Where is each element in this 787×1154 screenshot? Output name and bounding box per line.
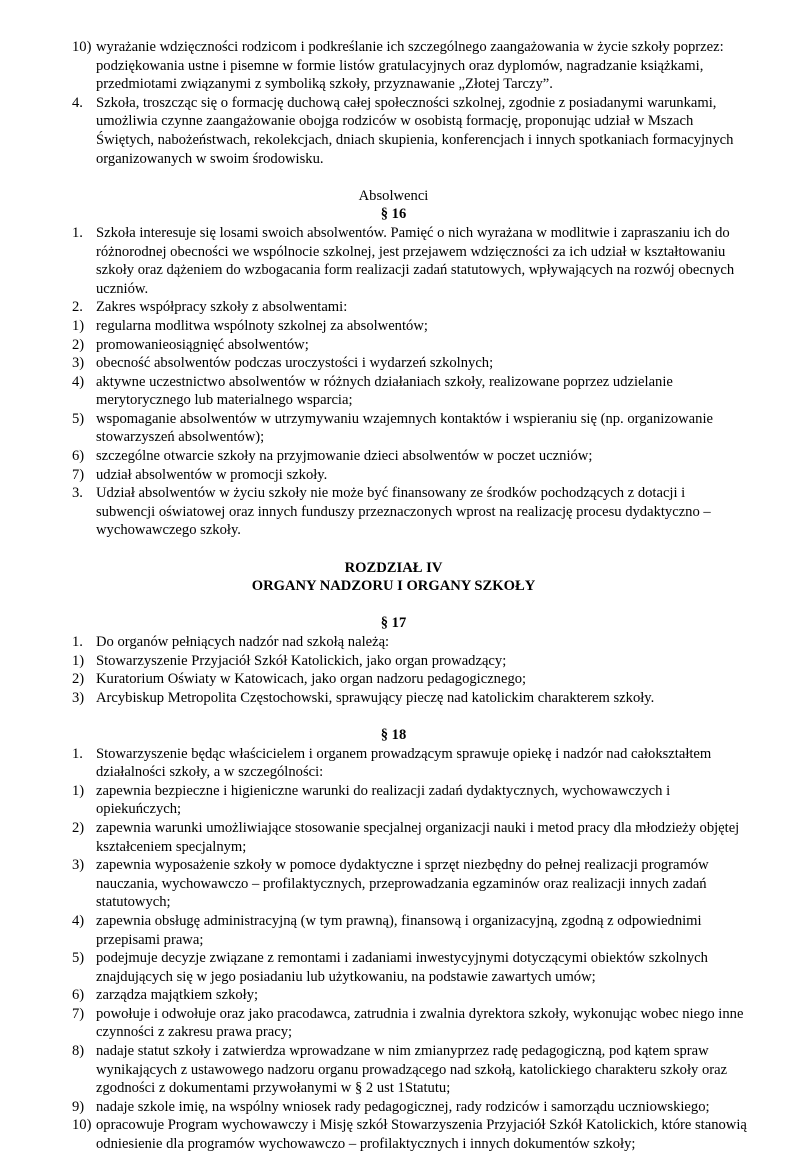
chapter-subtitle: ORGANY NADZORU I ORGANY SZKOŁY	[251, 578, 536, 595]
item-number: 6)	[72, 987, 85, 1004]
item-text: Stowarzyszenie będąc właścicielem i organem prowadzącym sprawuje opiekę i nadzór nad całokształtem działalności szkoły, a w szczególności:	[96, 745, 712, 781]
item-text: Arcybiskup Metropolita Częstochowski, sprawujący pieczę nad katolickim charakterem szkoły.	[96, 689, 655, 706]
item-number: 1)	[72, 317, 85, 334]
list-item	[72, 410, 747, 447]
item-text: podejmuje decyzje związane z remontami i zadaniami inwestycyjnymi dotyczącymi obiektów szkolnych znajdujących się w jego posiadaniu lub użytkowaniu, na podstawie zawartych umów;	[96, 950, 708, 985]
spacer	[72, 540, 747, 559]
item-text: promowanieosiągnięć absolwentów;	[96, 336, 309, 353]
item-number: 8)	[72, 1043, 85, 1060]
list-item	[72, 373, 747, 410]
section-heading-absolwenci: Absolwenci	[358, 187, 429, 204]
paragraph-16-heading: § 16	[380, 206, 407, 223]
list-item	[72, 1005, 747, 1042]
list-item	[72, 652, 747, 671]
spacer	[72, 168, 747, 187]
chapter-title: ROZDZIAŁ IV	[344, 559, 443, 576]
item-text: Szkoła interesuje się losami swoich absolwentów. Pamięć o nich wyrażana w modlitwie i zapraszaniu ich do różnorodnej obecności we wspólnocie szkolnej, jest przejawem wdzięczności za ich udział w kształtowaniu szkoły oraz dążeniem do wzbogacania form realizacji zadań statutowych, wpływających na rozwój obecnych uczniów.	[96, 224, 735, 297]
list-item	[72, 986, 747, 1005]
item-text: Stowarzyszenie Przyjaciół Szkół Katolickich, jako organ prowadzący;	[96, 652, 507, 669]
list-item	[72, 447, 747, 466]
list-item	[72, 1042, 747, 1098]
item-number: 2)	[72, 819, 85, 836]
list-item	[72, 354, 747, 373]
item-text: zarządza majątkiem szkoły;	[96, 987, 259, 1004]
spacer	[72, 596, 747, 615]
s17-list	[72, 633, 747, 707]
item-text: nadaje statut szkoły i zatwierdza wprowadzane w nim zmianyprzez radę pedagogiczną, pod kątem spraw wynikających z ustawowego nadzoru organu prowadzącego nad szkołą, katolickiego charakteru szkoły oraz zgodności z dokumentami przywołanymi w § 2 ust 1Statutu;	[96, 1043, 728, 1097]
item-text: obecność absolwentów podczas uroczystości i wydarzeń szkolnych;	[96, 355, 494, 372]
list-item	[72, 1116, 747, 1153]
item-number: 3)	[72, 355, 85, 372]
list-item	[72, 856, 747, 912]
item-number: 1)	[72, 652, 85, 669]
list-item	[72, 336, 747, 355]
list-item	[72, 633, 747, 652]
item-text: wspomaganie absolwentów w utrzymywaniu wzajemnych kontaktów i wspieraniu się (np. organizowanie stowarzyszeń absolwentów);	[96, 410, 713, 446]
item-number: 3.	[72, 485, 83, 502]
list-item	[72, 782, 747, 819]
item-number: 6)	[72, 448, 85, 465]
list-item	[72, 689, 747, 708]
item-number: 2)	[72, 336, 85, 353]
item-number: 3)	[72, 689, 85, 706]
list-item	[72, 745, 747, 782]
item-text: Kuratorium Oświaty w Katowicach, jako organ nadzoru pedagogicznego;	[96, 671, 527, 688]
item-number: 1)	[72, 782, 85, 799]
item-number: 7)	[72, 466, 85, 483]
spacer	[72, 707, 747, 726]
list-item	[72, 949, 747, 986]
item-text: zapewnia warunki umożliwiające stosowanie specjalnej organizacji nauki i metod pracy dla młodzieży objętej kształceniem specjalnym;	[96, 819, 740, 855]
item-number: 4.	[72, 94, 83, 111]
item-text: Do organów pełniących nadzór nad szkołą należą:	[96, 634, 390, 650]
item-number: 9)	[72, 1098, 85, 1115]
list-item	[72, 317, 747, 336]
item-number: 3)	[72, 857, 85, 874]
item-number: 5)	[72, 410, 85, 427]
list-item	[72, 298, 747, 317]
item-text: aktywne uczestnictwo absolwentów w różnych działaniach szkoły, realizowane poprzez udzielanie merytorycznego lub materialnego wsparcia;	[96, 373, 673, 409]
item-text: Szkoła, troszcząc się o formację duchową całej społeczności szkolnej, zgodnie z posiadanymi warunkami, umożliwia czynne zaangażowanie obojga rodziców w osobistą formację, proponując udział w Mszach Świętych, nabożeństwach, rekolekcjach, dniach skupienia, konferencjach i innych spotkaniach formacyjnych organizowanych w swoim środowisku.	[96, 94, 734, 167]
item-number: 5)	[72, 950, 85, 967]
item-number: 1.	[72, 745, 83, 762]
item-number: 7)	[72, 1005, 85, 1022]
item-text: udział absolwentów w promocji szkoły.	[96, 466, 328, 483]
item-text: zapewnia wyposażenie szkoły w pomoce dydaktyczne i sprzęt niezbędny do pełnej realizacji programów nauczania, wychowawczo – profilaktycznych, przeprowadzania egzaminów oraz realizacji innych zadań statutowych;	[96, 857, 709, 911]
list-item	[72, 94, 747, 168]
item-number: 1.	[72, 634, 83, 650]
item-text: szczególne otwarcie szkoły na przyjmowanie dzieci absolwentów w poczet uczniów;	[96, 448, 593, 465]
item-number: 4)	[72, 373, 85, 390]
item-text: zapewnia obsługę administracyjną (w tym prawną), finansową i organizacyjną, zgodną z odpowiednimi przepisami prawa;	[96, 912, 702, 948]
item-text: regularna modlitwa wspólnoty szkolnej za absolwentów;	[96, 317, 428, 334]
item-number: 1.	[72, 224, 83, 241]
item-text: zapewnia bezpieczne i higieniczne warunki do realizacji zadań dydaktycznych, wychowawczych i opiekuńczych;	[96, 782, 671, 818]
item-text: wyrażanie wdzięczności rodzicom i podkreślanie ich szczególnego zaangażowania w życie szkoły poprzez: podziękowania ustne i pisemne w formie listów gratulacyjnych oraz dyplomów, nagradzanie książkami, przedmiotami związanymi z symboliką szkoły, przyznawanie „Złotej Tarczy”.	[96, 39, 724, 93]
item-number: 4)	[72, 912, 85, 929]
top-list	[72, 38, 747, 168]
item-text: Udział absolwentów w życiu szkoły nie może być finansowany ze środków pochodzących z dotacji i subwencji oświatowej oraz innych funduszy przeznaczonych wprost na realizację procesu dydaktyczno – wychowawczego szkoły.	[96, 485, 711, 539]
list-item	[72, 224, 747, 298]
item-text: opracowuje Program wychowawczy i Misję szkół Stowarzyszenia Przyjaciół Szkół Katolickich, które stanowią odniesienie dla programów wychowawczo – profilaktycznych i innych dokumentów szkoły;	[96, 1117, 747, 1153]
list-item	[72, 1098, 747, 1117]
item-text: powołuje i odwołuje oraz jako pracodawca, zatrudnia i zwalnia dyrektora szkoły, wykonując wobec niego inne czynności z zakresu prawa pracy;	[96, 1005, 744, 1041]
paragraph-17-heading: § 17	[380, 615, 407, 632]
item-number: 2)	[72, 671, 85, 688]
list-item	[72, 670, 747, 689]
list-item	[72, 466, 747, 485]
list-item	[72, 484, 747, 540]
item-number: 10)	[72, 39, 92, 55]
list-item	[72, 819, 747, 856]
s18-list	[72, 745, 747, 1154]
item-text: Zakres współpracy szkoły z absolwentami:	[96, 299, 348, 316]
paragraph-18-heading: § 18	[380, 726, 407, 743]
list-item	[72, 912, 747, 949]
item-number: 10)	[72, 1117, 92, 1134]
list-item	[72, 38, 747, 94]
item-text: nadaje szkole imię, na wspólny wniosek rady pedagogicznej, rady rodziców i samorządu uczniowskiego;	[96, 1098, 710, 1115]
absolwenci-list	[72, 224, 747, 540]
item-number: 2.	[72, 299, 83, 316]
